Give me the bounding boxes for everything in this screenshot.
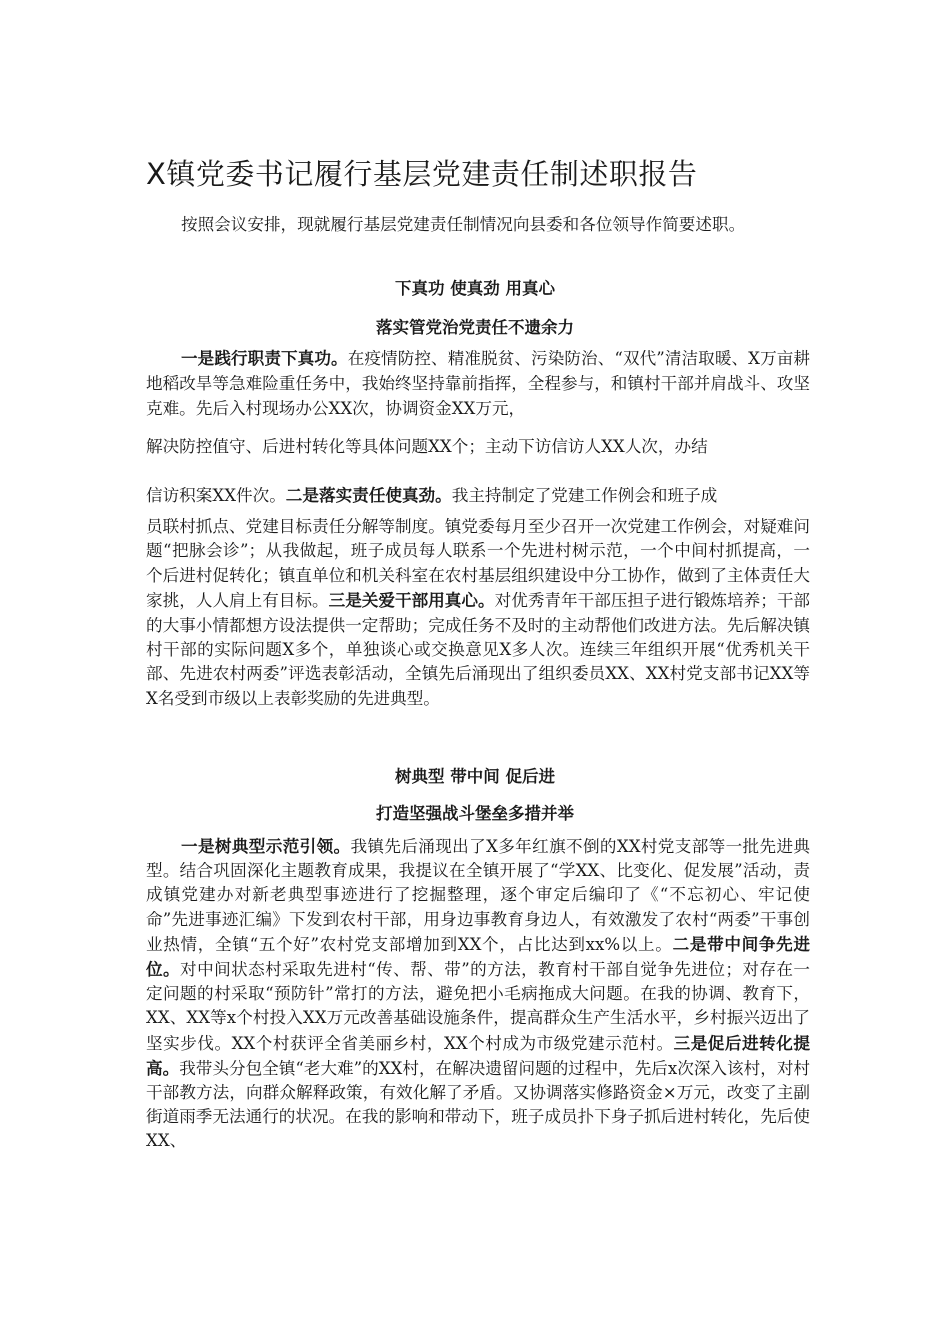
section2-lead-3: 三是促后进转化提高。 [146, 1032, 810, 1078]
document-title: X镇党委书记履行基层党建责任制述职报告 [146, 157, 698, 191]
section2-text-3: 我带头分包全镇“老大难”的XX村，在解决遗留问题的过程中，先后x次深入该村，对村干部教方法，向群众解释政策，有效化解了矛盾。又协调落实修路资金×万元，改变了主副街道雨季无法通行的状况。在我的影响和带动下，班子成员扑下身子抓后进村转化，先后使XX、 [146, 1058, 811, 1151]
section1-lead-1: 一是践行职责下真功。 [181, 348, 348, 368]
section1-lead-3: 三是关爱干部用真心。 [328, 590, 495, 611]
section1-text-2: 解决防控值守、后进村转化等具体问题XX个；主动下访信访人XX人次，办结 [146, 437, 708, 456]
intro-paragraph: 按照会议安排，现就履行基层党建责任制情况向县委和各位领导作简要述职。 [181, 215, 746, 234]
section1-text-3a: 信访积案XX件次。 [146, 486, 286, 505]
section2-text-1: 我镇先后涌现出了X多年红旗不倒的XX村党支部等一批先进典型。结合巩固深化主题教育成果，我提议在全镇开展了“学XX、比变化、促发展”活动，责成镇党建办对新老典型事迹进行了挖掘整理，逐个审定后编印了《“不忘初心、牢记使命”先进事迹汇编》下发到农村干部，用身边事教育身边人，有效激发了农村“两委”干事创业热情，全镇“五个好”农村党支部增加到XX个，占比达到xx%以上。 [146, 837, 810, 954]
section1-paragraph-part2 [146, 434, 810, 459]
section2-heading-line1: 树典型 带中间 促后进 [395, 767, 555, 786]
section1-text-1: 在疫情防控、精准脱贫、污染防治、“双代”清洁取暖、X万亩耕地稻改旱等急难险重任务中，我始终坚持靠前指挥，全程参与，和镇村干部并肩战斗、攻坚克难。先后入村现场办公XX次，协调资金XX万元， [146, 349, 810, 418]
section1-paragraph-part3 [146, 483, 810, 508]
section1-paragraph-part4 [146, 515, 810, 711]
section1-text-4b: 对优秀青年干部压担子进行锻炼培养；干部的大事小情都想方设法提供一定帮助；完成任务不及时的主动帮他们改进方法。先后解决镇村干部的实际问题X多个，单独谈心或交换意见X多人次。连续三年组织开展“优秀机关干部、先进农村两委”评选表彰活动，全镇先后涌现出了组织委员XX、XX村党支部书记XX等X名受到市级以上表彰奖励的先进典型。 [146, 591, 811, 708]
section1-heading-line1: 下真功 使真劲 用真心 [395, 279, 555, 298]
section2-heading-line2: 打造坚强战斗堡垒多措并举 [376, 804, 574, 823]
section1-paragraph-part1 [146, 346, 810, 421]
section1-heading-line2: 落实管党治党责任不遗余力 [376, 318, 574, 337]
section1-text-4a: 员联村抓点、党建目标责任分解等制度。镇党委每月至少召开一次党建工作例会，对疑难问题“把脉会诊”；从我做起，班子成员每人联系一个先进村树示范，一个中间村抓提高，一个后进村促转化；镇直单位和机关科室在农村基层组织建设中分工协作，做到了主体责任大家挑，人人肩上有目标。 [146, 517, 810, 611]
section2-lead-1: 一是树典型示范引领。 [181, 836, 351, 856]
section2-text-2: 对中间状态村采取先进村“传、帮、带”的方法，教育村干部自觉争先进位；对存在一定问题的村采取“预防针”常打的方法，避免把小毛病拖成大问题。在我的协调、教育下，XX、XX等x个村投入XX万元改善基础设施条件，提高群众生产生活水平，乡村振兴迈出了坚实步伐。XX个村获评全省美丽乡村，XX个村成为市级党建示范村。 [146, 960, 811, 1053]
section2-paragraph [146, 834, 810, 1154]
section1-lead-2: 二是落实责任使真劲。 [285, 485, 452, 505]
section2-lead-2: 二是带中间争先进位。 [146, 933, 811, 980]
section1-text-3b: 我主持制定了党建工作例会和班子成 [451, 486, 718, 505]
